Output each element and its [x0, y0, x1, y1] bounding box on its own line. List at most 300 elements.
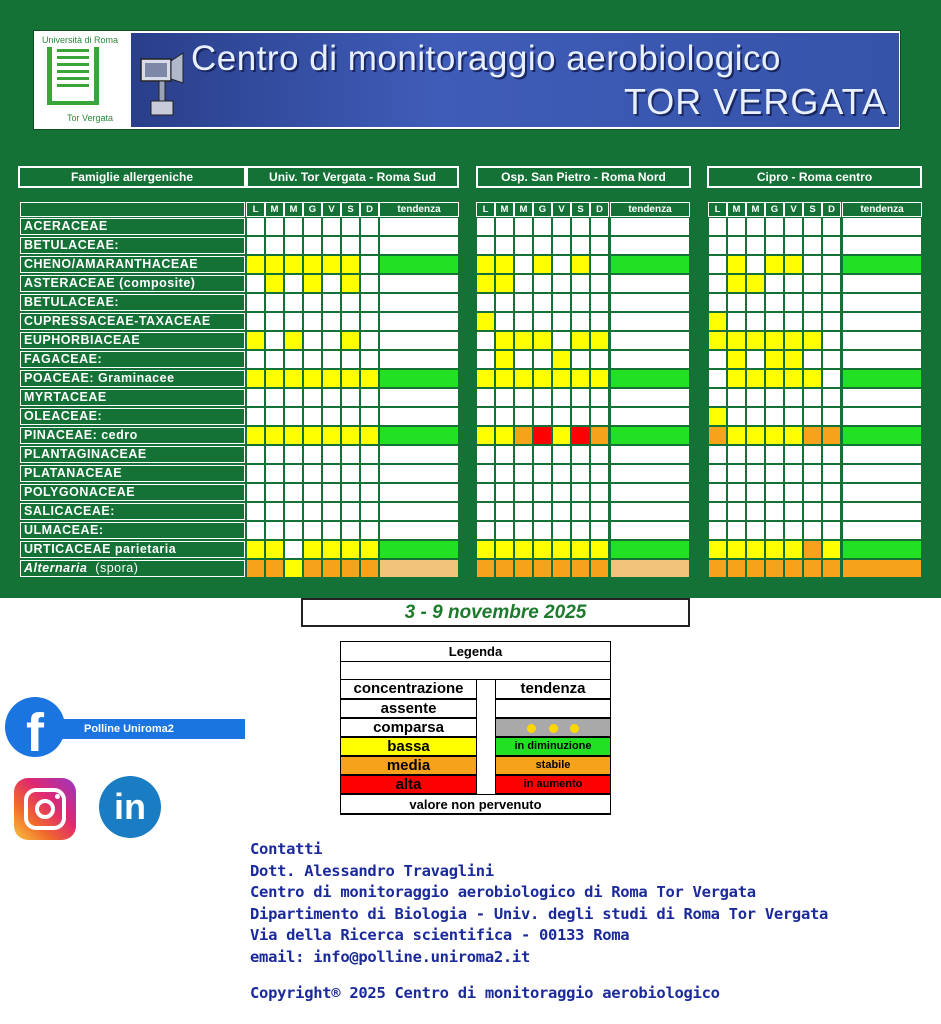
concentration-cell — [476, 502, 495, 521]
concentration-cell — [495, 502, 514, 521]
concentration-cell — [514, 388, 533, 407]
concentration-cell — [765, 217, 784, 236]
concentration-cell — [727, 502, 746, 521]
concentration-cell — [360, 350, 379, 369]
legend-title: Legenda — [340, 641, 611, 662]
concentration-cell — [784, 274, 803, 293]
trend-cell — [379, 407, 459, 426]
legend-dots — [495, 718, 611, 737]
trend-cell — [610, 502, 690, 521]
concentration-cell — [552, 483, 571, 502]
concentration-cell — [514, 274, 533, 293]
concentration-cell — [765, 331, 784, 350]
concentration-cell — [360, 312, 379, 331]
concentration-cell — [303, 369, 322, 388]
contact-email[interactable]: email: info@polline.uniroma2.it — [250, 947, 530, 966]
concentration-cell — [552, 464, 571, 483]
concentration-cell — [284, 521, 303, 540]
concentration-cell — [552, 293, 571, 312]
day-header: L — [476, 202, 495, 217]
concentration-cell — [571, 217, 590, 236]
day-header: L — [708, 202, 727, 217]
concentration-cell — [533, 464, 552, 483]
concentration-cell — [727, 426, 746, 445]
concentration-cell — [246, 255, 265, 274]
concentration-cell — [552, 217, 571, 236]
trend-cell — [379, 426, 459, 445]
concentration-cell — [284, 312, 303, 331]
family-label: BETULACEAE: — [20, 294, 245, 311]
family-label: CUPRESSACEAE-TAXACEAE — [20, 313, 245, 330]
concentration-cell — [552, 426, 571, 445]
concentration-cell — [746, 293, 765, 312]
trend-cell — [610, 236, 690, 255]
concentration-cell — [746, 445, 765, 464]
concentration-cell — [265, 217, 284, 236]
linkedin-icon[interactable]: in — [99, 776, 161, 838]
concentration-cell — [246, 445, 265, 464]
concentration-cell — [746, 559, 765, 578]
concentration-cell — [533, 502, 552, 521]
concentration-cell — [322, 293, 341, 312]
concentration-cell — [784, 502, 803, 521]
legend-trend-header: tendenza — [495, 679, 611, 699]
concentration-cell — [303, 426, 322, 445]
concentration-cell — [552, 502, 571, 521]
facebook-icon[interactable]: f — [5, 697, 65, 757]
concentration-cell — [822, 426, 841, 445]
concentration-cell — [303, 274, 322, 293]
concentration-cell — [322, 236, 341, 255]
concentration-cell — [514, 255, 533, 274]
concentration-cell — [322, 540, 341, 559]
concentration-cell — [590, 464, 609, 483]
concentration-cell — [284, 217, 303, 236]
concentration-cell — [246, 483, 265, 502]
concentration-cell — [590, 331, 609, 350]
concentration-cell — [514, 331, 533, 350]
concentration-cell — [303, 388, 322, 407]
concentration-cell — [514, 521, 533, 540]
concentration-cell — [708, 369, 727, 388]
trend-cell — [379, 369, 459, 388]
day-header: D — [360, 202, 379, 217]
trend-cell — [610, 350, 690, 369]
concentration-cell — [746, 483, 765, 502]
trend-header: tendenza — [379, 202, 459, 217]
facebook-link[interactable]: Polline Uniroma2 — [56, 719, 245, 739]
trend-cell — [610, 331, 690, 350]
family-label: SALICACEAE: — [20, 503, 245, 520]
concentration-cell — [784, 426, 803, 445]
concentration-cell — [265, 350, 284, 369]
concentration-cell — [360, 236, 379, 255]
legend-low: bassa — [340, 737, 477, 756]
legend-high: alta — [340, 775, 477, 794]
concentration-cell — [727, 255, 746, 274]
concentration-cell — [284, 293, 303, 312]
concentration-cell — [303, 293, 322, 312]
concentration-cell — [246, 217, 265, 236]
concentration-cell — [784, 312, 803, 331]
contact-centre: Centro di monitoraggio aerobiologico di Roma Tor Vergata — [250, 883, 756, 901]
concentration-cell — [322, 502, 341, 521]
concentration-cell — [303, 312, 322, 331]
concentration-cell — [784, 350, 803, 369]
concentration-cell — [284, 388, 303, 407]
concentration-cell — [360, 521, 379, 540]
concentration-cell — [341, 502, 360, 521]
instagram-icon[interactable] — [14, 778, 76, 840]
concentration-cell — [765, 540, 784, 559]
dot-icon — [527, 724, 536, 733]
concentration-cell — [822, 331, 841, 350]
pollen-sampler-icon — [139, 49, 185, 119]
trend-cell — [842, 426, 922, 445]
concentration-cell — [571, 521, 590, 540]
concentration-cell — [803, 559, 822, 578]
concentration-cell — [360, 331, 379, 350]
concentration-cell — [360, 407, 379, 426]
trend-cell — [379, 559, 459, 578]
concentration-cell — [284, 407, 303, 426]
concentration-cell — [571, 274, 590, 293]
families-header: Famiglie allergeniche — [18, 166, 246, 188]
concentration-cell — [303, 236, 322, 255]
family-label-suffix: (spora) — [87, 561, 139, 575]
concentration-cell — [708, 255, 727, 274]
trend-cell — [610, 274, 690, 293]
concentration-cell — [284, 426, 303, 445]
concentration-cell — [571, 540, 590, 559]
concentration-cell — [495, 388, 514, 407]
trend-cell — [610, 312, 690, 331]
concentration-cell — [495, 540, 514, 559]
station-header-1: Univ. Tor Vergata - Roma Sud — [246, 166, 459, 188]
concentration-cell — [727, 274, 746, 293]
title-line1: Centro di monitoraggio aerobiologico — [191, 39, 782, 78]
concentration-cell — [341, 540, 360, 559]
concentration-cell — [590, 407, 609, 426]
trend-cell — [842, 521, 922, 540]
legend-concentration-header: concentrazione — [340, 679, 477, 699]
concentration-cell — [476, 236, 495, 255]
concentration-cell — [552, 540, 571, 559]
concentration-cell — [571, 388, 590, 407]
trend-cell — [610, 540, 690, 559]
concentration-cell — [571, 559, 590, 578]
concentration-cell — [803, 388, 822, 407]
concentration-cell — [303, 445, 322, 464]
trend-cell — [610, 521, 690, 540]
trend-cell — [842, 217, 922, 236]
trend-cell — [379, 483, 459, 502]
concentration-cell — [552, 255, 571, 274]
concentration-cell — [727, 350, 746, 369]
trend-cell — [610, 369, 690, 388]
concentration-cell — [322, 350, 341, 369]
concentration-cell — [822, 255, 841, 274]
concentration-cell — [590, 369, 609, 388]
concentration-cell — [495, 483, 514, 502]
concentration-cell — [265, 445, 284, 464]
trend-cell — [379, 521, 459, 540]
concentration-cell — [746, 350, 765, 369]
concentration-cell — [746, 369, 765, 388]
family-label-alternaria — [20, 560, 245, 577]
concentration-cell — [303, 407, 322, 426]
concentration-cell — [590, 236, 609, 255]
concentration-cell — [495, 521, 514, 540]
concentration-cell — [246, 274, 265, 293]
concentration-cell — [727, 464, 746, 483]
concentration-cell — [708, 445, 727, 464]
concentration-cell — [803, 350, 822, 369]
concentration-cell — [514, 217, 533, 236]
concentration-cell — [765, 502, 784, 521]
concentration-cell — [341, 464, 360, 483]
concentration-cell — [765, 293, 784, 312]
concentration-cell — [533, 312, 552, 331]
concentration-cell — [284, 445, 303, 464]
concentration-cell — [571, 293, 590, 312]
concentration-cell — [265, 312, 284, 331]
concentration-cell — [476, 350, 495, 369]
concentration-cell — [341, 426, 360, 445]
family-label: PINACEAE: cedro — [20, 427, 245, 444]
concentration-cell — [784, 483, 803, 502]
concentration-cell — [784, 331, 803, 350]
family-label: URTICACEAE parietaria — [20, 541, 245, 558]
concentration-cell — [571, 445, 590, 464]
concentration-cell — [246, 502, 265, 521]
day-header: G — [765, 202, 784, 217]
concentration-cell — [533, 350, 552, 369]
concentration-cell — [590, 388, 609, 407]
family-label: POLYGONACEAE — [20, 484, 245, 501]
concentration-cell — [765, 255, 784, 274]
concentration-cell — [533, 217, 552, 236]
concentration-cell — [495, 217, 514, 236]
concentration-cell — [246, 559, 265, 578]
concentration-cell — [514, 350, 533, 369]
trend-cell — [379, 255, 459, 274]
concentration-cell — [246, 521, 265, 540]
concentration-cell — [746, 217, 765, 236]
concentration-cell — [803, 483, 822, 502]
concentration-cell — [476, 388, 495, 407]
trend-cell — [610, 559, 690, 578]
concentration-cell — [360, 255, 379, 274]
day-header: M — [514, 202, 533, 217]
concentration-cell — [590, 559, 609, 578]
concentration-cell — [822, 540, 841, 559]
concentration-cell — [708, 540, 727, 559]
trend-cell — [379, 388, 459, 407]
family-label: PLANTAGINACEAE — [20, 446, 245, 463]
trend-cell — [610, 464, 690, 483]
concentration-cell — [727, 445, 746, 464]
trend-cell — [610, 217, 690, 236]
concentration-cell — [746, 521, 765, 540]
concentration-cell — [727, 331, 746, 350]
concentration-cell — [265, 255, 284, 274]
concentration-cell — [803, 502, 822, 521]
concentration-cell — [803, 521, 822, 540]
concentration-cell — [822, 388, 841, 407]
concentration-cell — [590, 350, 609, 369]
concentration-cell — [265, 293, 284, 312]
concentration-cell — [803, 217, 822, 236]
concentration-cell — [322, 274, 341, 293]
concentration-cell — [727, 483, 746, 502]
concentration-cell — [803, 331, 822, 350]
concentration-cell — [341, 369, 360, 388]
concentration-cell — [265, 483, 284, 502]
concentration-cell — [784, 255, 803, 274]
concentration-cell — [765, 426, 784, 445]
concentration-cell — [476, 426, 495, 445]
concentration-cell — [303, 255, 322, 274]
concentration-cell — [246, 540, 265, 559]
contact-address: Via della Ricerca scientifica - 00133 Roma — [250, 926, 630, 944]
day-header: S — [341, 202, 360, 217]
concentration-cell — [784, 407, 803, 426]
concentration-cell — [360, 445, 379, 464]
concentration-cell — [265, 540, 284, 559]
concentration-cell — [765, 350, 784, 369]
contact-department: Dipartimento di Biologia - Univ. degli studi di Roma Tor Vergata — [250, 904, 829, 923]
concentration-cell — [590, 426, 609, 445]
contacts-block — [250, 839, 828, 968]
concentration-cell — [476, 559, 495, 578]
concentration-cell — [784, 445, 803, 464]
legend-stable: stabile — [495, 756, 611, 775]
concentration-cell — [514, 464, 533, 483]
concentration-cell — [803, 236, 822, 255]
trend-cell — [610, 483, 690, 502]
concentration-cell — [360, 464, 379, 483]
concentration-cell — [265, 502, 284, 521]
concentration-cell — [746, 274, 765, 293]
concentration-cell — [476, 407, 495, 426]
concentration-cell — [552, 369, 571, 388]
concentration-cell — [822, 217, 841, 236]
day-header: M — [495, 202, 514, 217]
concentration-cell — [322, 217, 341, 236]
dot-icon — [570, 724, 579, 733]
concentration-cell — [803, 255, 822, 274]
trend-cell — [842, 464, 922, 483]
concentration-cell — [284, 350, 303, 369]
concentration-cell — [341, 331, 360, 350]
trend-cell — [379, 445, 459, 464]
trend-cell — [379, 464, 459, 483]
concentration-cell — [727, 388, 746, 407]
day-header: V — [322, 202, 341, 217]
day-header: V — [784, 202, 803, 217]
concentration-cell — [265, 388, 284, 407]
concentration-cell — [246, 426, 265, 445]
concentration-cell — [822, 445, 841, 464]
concentration-cell — [822, 274, 841, 293]
concentration-cell — [341, 274, 360, 293]
trend-cell — [379, 502, 459, 521]
concentration-cell — [803, 445, 822, 464]
concentration-cell — [571, 369, 590, 388]
concentration-cell — [784, 217, 803, 236]
concentration-cell — [322, 483, 341, 502]
concentration-cell — [552, 312, 571, 331]
trend-cell — [842, 255, 922, 274]
concentration-cell — [495, 369, 514, 388]
title-banner — [131, 33, 899, 127]
concentration-cell — [571, 312, 590, 331]
concentration-cell — [284, 502, 303, 521]
concentration-cell — [590, 521, 609, 540]
trend-cell — [842, 388, 922, 407]
concentration-cell — [533, 407, 552, 426]
concentration-cell — [360, 502, 379, 521]
concentration-cell — [784, 521, 803, 540]
day-header: G — [533, 202, 552, 217]
trend-cell — [379, 217, 459, 236]
concentration-cell — [246, 293, 265, 312]
concentration-cell — [822, 483, 841, 502]
concentration-cell — [765, 483, 784, 502]
family-label: ACERACEAE — [20, 218, 245, 235]
concentration-cell — [476, 369, 495, 388]
concentration-cell — [360, 483, 379, 502]
concentration-cell — [746, 540, 765, 559]
concentration-cell — [571, 407, 590, 426]
concentration-cell — [708, 274, 727, 293]
concentration-cell — [822, 407, 841, 426]
concentration-cell — [746, 502, 765, 521]
concentration-cell — [533, 426, 552, 445]
concentration-cell — [341, 217, 360, 236]
concentration-cell — [533, 274, 552, 293]
concentration-cell — [246, 464, 265, 483]
concentration-cell — [265, 274, 284, 293]
concentration-cell — [727, 407, 746, 426]
concentration-cell — [246, 407, 265, 426]
trend-cell — [379, 293, 459, 312]
concentration-cell — [322, 464, 341, 483]
family-label: BETULACEAE: — [20, 237, 245, 254]
concentration-cell — [495, 407, 514, 426]
concentration-cell — [803, 464, 822, 483]
concentration-cell — [708, 464, 727, 483]
trend-cell — [610, 426, 690, 445]
legend-trend-empty — [495, 699, 611, 718]
concentration-cell — [303, 331, 322, 350]
family-label: MYRTACEAE — [20, 389, 245, 406]
trend-cell — [842, 331, 922, 350]
concentration-cell — [303, 217, 322, 236]
concentration-cell — [322, 426, 341, 445]
trend-cell — [379, 274, 459, 293]
concentration-cell — [765, 369, 784, 388]
concentration-cell — [303, 502, 322, 521]
concentration-cell — [784, 236, 803, 255]
concentration-cell — [708, 483, 727, 502]
trend-cell — [842, 559, 922, 578]
concentration-cell — [708, 502, 727, 521]
concentration-cell — [476, 445, 495, 464]
concentration-cell — [265, 521, 284, 540]
concentration-cell — [360, 217, 379, 236]
